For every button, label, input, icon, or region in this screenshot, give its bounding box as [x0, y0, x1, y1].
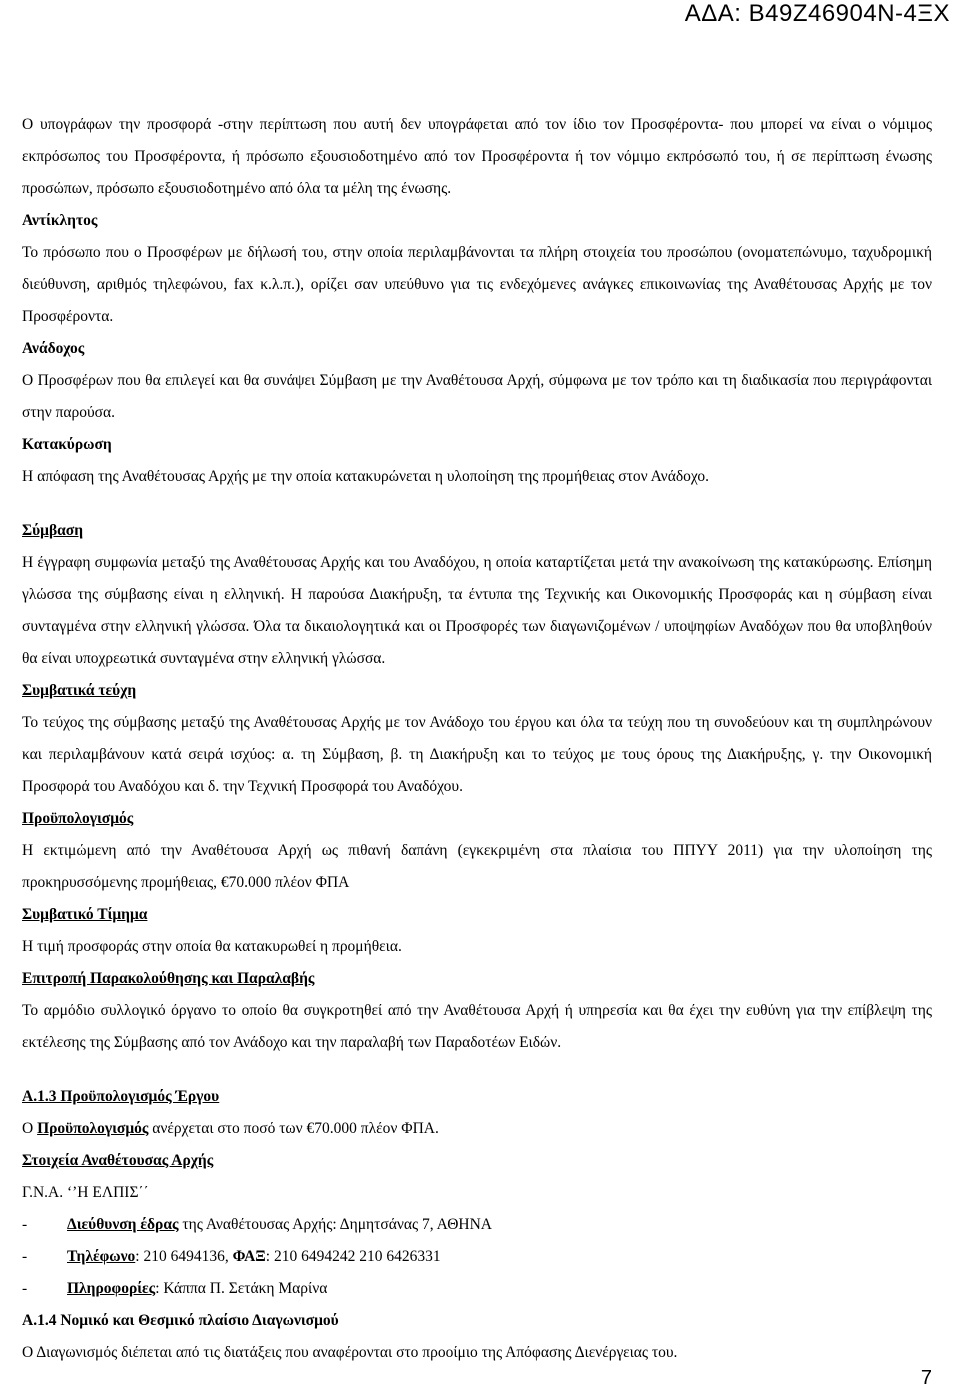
list-dash: - [22, 1280, 28, 1297]
heading-proypologismos: Προϋπολογισμός [22, 810, 134, 827]
ada-code: ΑΔΑ: Β49Ζ46904Ν-4ΞΧ [684, 0, 950, 27]
list-text [67, 1273, 327, 1305]
a13-rest: ανέρχεται στο ποσό των €70.000 πλέον ΦΠΑ. [148, 1120, 439, 1137]
symvasi-paragraph: Η έγγραφη συμφωνία μεταξύ της Αναθέτουσας Αρχής και του Αναδόχου, η οποία καταρτίζεται μετά την ανακοίνωση της κατακύρωσης. Επίσημη γλώσσα της σύμβασης είναι η ελληνική. Η παρούσα Διακήρυξη, τα έντυπα της Τεχνικής και Οικονομικής Προσφοράς και η σύμβαση είναι συνταγμένα στην ελληνική γλώσσα. Όλα τα δικαιολογητικά και οι Προσφορές των διαγωνιζομένων / υποψηφίων Αναδόχων που θα υποβληθούν θα είναι υποχρεωτικά συνταγμένα στην ελληνική γλώσσα. [22, 554, 932, 667]
list-dash: - [22, 1248, 28, 1265]
symvatika-teuchi-paragraph: Το τεύχος της σύμβασης μεταξύ της Αναθέτουσας Αρχής με τον Ανάδοχο του έργου και όλα τα τεύχη που τη συνοδεύουν και τη συμπληρώνουν και περιλαμβάνουν κατά σειρά ισχύος: α. τη Σύμβαση, β. τη Διακήρυξη και το τεύχος με τους όρους της Διακήρυξης, γ. την Οικονομική Προσφορά του Αναδόχου και δ. την Τεχνική Προσφορά του Αναδόχου. [22, 714, 932, 795]
list-item [22, 1241, 932, 1273]
list-text [67, 1209, 492, 1241]
list-label: Τηλέφωνο [67, 1248, 136, 1265]
heading-symvatiko-timima: Συμβατικό Τίμημα [22, 906, 148, 923]
heading-a14: Α.1.4 Νομικό και Θεσμικό πλαίσιο Διαγωνισμού [22, 1312, 339, 1329]
list-value: : 210 6494136, [135, 1248, 233, 1265]
list-value: : Κάππα Π. Σετάκη Μαρίνα [155, 1280, 328, 1297]
spacer [22, 1059, 932, 1081]
heading-a13: Α.1.3 Προϋπολογισμός Έργου [22, 1088, 220, 1105]
heading-stoixeia: Στοιχεία Αναθέτουσας Αρχής [22, 1152, 214, 1169]
katakyrosi-paragraph: Η απόφαση της Αναθέτουσας Αρχής με την οποία κατακυρώνεται η υλοποίηση της προμήθειας στον Ανάδοχο. [22, 468, 710, 485]
proypologismos-paragraph: Η εκτιμώμενη από την Αναθέτουσα Αρχή ως πιθανή δαπάνη (εγκεκριμένη στα πλαίσια του ΠΠΥΥ 2011) για την υλοποίηση της προκηρυσσόμενης προμήθειας, €70.000 πλέον ΦΠΑ [22, 842, 932, 891]
heading-symvatika-teuchi: Συμβατικά τεύχη [22, 682, 137, 699]
list-dash: - [22, 1216, 28, 1233]
a13-prefix: Ο [22, 1120, 38, 1137]
list-label: Διεύθυνση έδρας [67, 1216, 179, 1233]
document-body [22, 109, 932, 1369]
a13-line [22, 1113, 932, 1145]
heading-antikletos: Αντίκλητος [22, 212, 98, 229]
list-value: της Αναθέτουσας Αρχής: Δημητσάνας 7, ΑΘΗΝΑ [178, 1216, 492, 1233]
list-item [22, 1209, 932, 1241]
list-text [67, 1241, 441, 1273]
a13-bold: Προϋπολογισμός [37, 1120, 149, 1137]
page-number: 7 [920, 1367, 932, 1389]
heading-epitropi: Επιτροπή Παρακολούθησης και Παραλαβής [22, 970, 315, 987]
intro-paragraph: Ο υπογράφων την προσφορά -στην περίπτωση που αυτή δεν υπογράφεται από τον ίδιο τον Προσφέροντα- που μπορεί να είναι ο νόμιμος εκπρόσωπος του Προσφέροντα, ή πρόσωπο εξουσιοδοτημένο από τον Προσφέροντα ή τον νόμιμο εκπρόσωπό του, ή σε περίπτωση ένωσης προσώπων, πρόσωπο εξουσιοδοτημένο από όλα τα μέλη της ένωσης. [22, 116, 932, 197]
antikletos-paragraph: Το πρόσωπο που ο Προσφέρων με δήλωσή του, στην οποία περιλαμβάνονται τα πλήρη στοιχεία του προσώπου (ονοματεπώνυμο, ταχυδρομική διεύθυνση, αριθμός τηλεφώνου, fax κ.λ.π.), ορίζει σαν υπεύθυνο για τις ενδεχόμενες ανάγκες επικοινωνίας της Αναθέτουσας Αρχής με τον Προσφέροντα. [22, 244, 932, 325]
list-label-fax: ΦΑΞ [232, 1248, 266, 1265]
authority-name: Γ.Ν.Α. ‘’Η ΕΛΠΙΣ΄΄ [22, 1184, 149, 1201]
list-item [22, 1273, 932, 1305]
symvatiko-timima-paragraph: Η τιμή προσφοράς στην οποία θα κατακυρωθεί η προμήθεια. [22, 938, 402, 955]
heading-anadoxos: Ανάδοχος [22, 340, 85, 357]
spacer [22, 493, 932, 515]
list-value-fax: : 210 6494242 210 6426331 [265, 1248, 441, 1265]
list-label: Πληροφορίες [67, 1280, 156, 1297]
heading-symvasi: Σύμβαση [22, 522, 84, 539]
a14-paragraph: Ο Διαγωνισμός διέπεται από τις διατάξεις που αναφέρονται στο προοίμιο της Απόφασης Διενέργειας του. [22, 1344, 678, 1361]
epitropi-paragraph: Το αρμόδιο συλλογικό όργανο το οποίο θα συγκροτηθεί από την Αναθέτουσα Αρχή ή υπηρεσία και θα έχει την ευθύνη για την επίβλεψη της εκτέλεσης της Σύμβασης από τον Ανάδοχο και την παραλαβή των Παραδοτέων Ειδών. [22, 1002, 932, 1051]
anadoxos-paragraph: Ο Προσφέρων που θα επιλεγεί και θα συνάψει Σύμβαση με την Αναθέτουσα Αρχή, σύμφωνα με τον τρόπο και τη διαδικασία που περιγράφονται στην παρούσα. [22, 372, 932, 421]
heading-katakyrosi: Κατακύρωση [22, 436, 112, 453]
